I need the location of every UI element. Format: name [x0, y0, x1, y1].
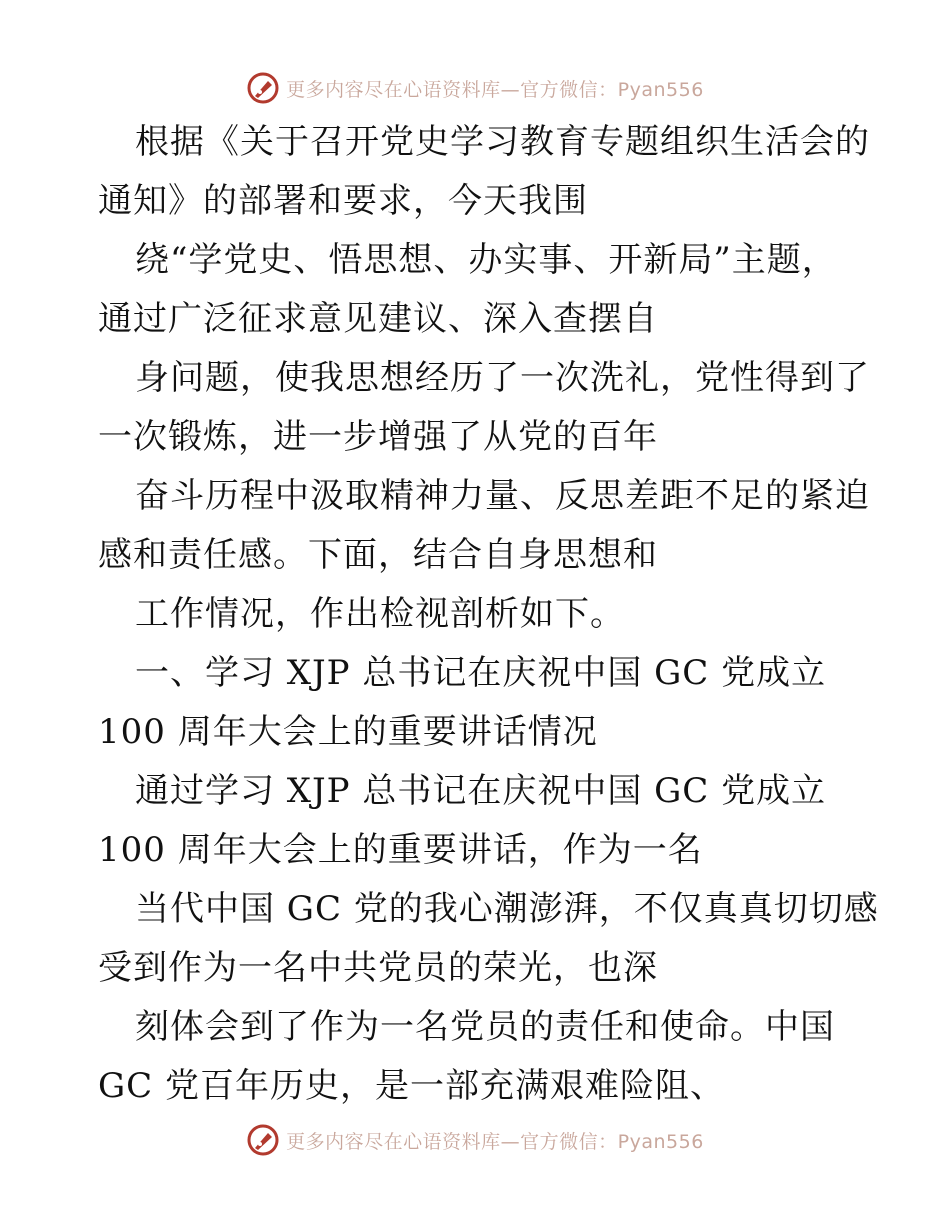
text-line: 根据《关于召开党史学习教育专题组织生活会的 — [135, 122, 870, 162]
watermark-text: 更多内容尽在心语资料库—官方微信：Pyan556 — [286, 78, 704, 101]
text-line: 奋斗历程中汲取精神力量、反思差距不足的紧迫 — [135, 476, 870, 516]
pen-nib-logo-icon — [246, 1123, 280, 1157]
text-line: 一次锻炼，进一步增强了从党的百年 — [98, 417, 658, 457]
text-line: 受到作为一名中共党员的荣光，也深 — [98, 948, 658, 988]
text-line: 身问题，使我思想经历了一次洗礼，党性得到了 — [135, 358, 870, 398]
section-heading: 100 周年大会上的重要讲话情况 — [98, 712, 598, 752]
text-line: 绕“学党史、悟思想、办实事、开新局”主题， — [135, 240, 837, 280]
watermark-text: 更多内容尽在心语资料库—官方微信：Pyan556 — [286, 1130, 704, 1153]
pen-nib-logo-icon — [246, 71, 280, 105]
text-line: 感和责任感。下面，结合自身思想和 — [98, 535, 658, 575]
text-line: 通过学习 XJP 总书记在庆祝中国 GC 党成立 — [135, 771, 827, 811]
text-line: 当代中国 GC 党的我心潮澎湃，不仅真真切切感 — [135, 889, 879, 929]
text-line: 通知》的部署和要求，今天我围 — [98, 181, 588, 221]
text-line: 100 周年大会上的重要讲话，作为一名 — [98, 830, 703, 870]
footer-watermark — [0, 1120, 950, 1160]
text-line: GC 党百年历史，是一部充满艰难险阻、 — [98, 1066, 725, 1106]
header-watermark — [0, 68, 950, 108]
text-line: 刻体会到了作为一名党员的责任和使命。中国 — [135, 1007, 835, 1047]
text-line: 通过广泛征求意见建议、深入查摆自 — [98, 299, 658, 339]
section-heading: 一、学习 XJP 总书记在庆祝中国 GC 党成立 — [135, 653, 827, 693]
text-line: 工作情况，作出检视剖析如下。 — [135, 594, 625, 634]
